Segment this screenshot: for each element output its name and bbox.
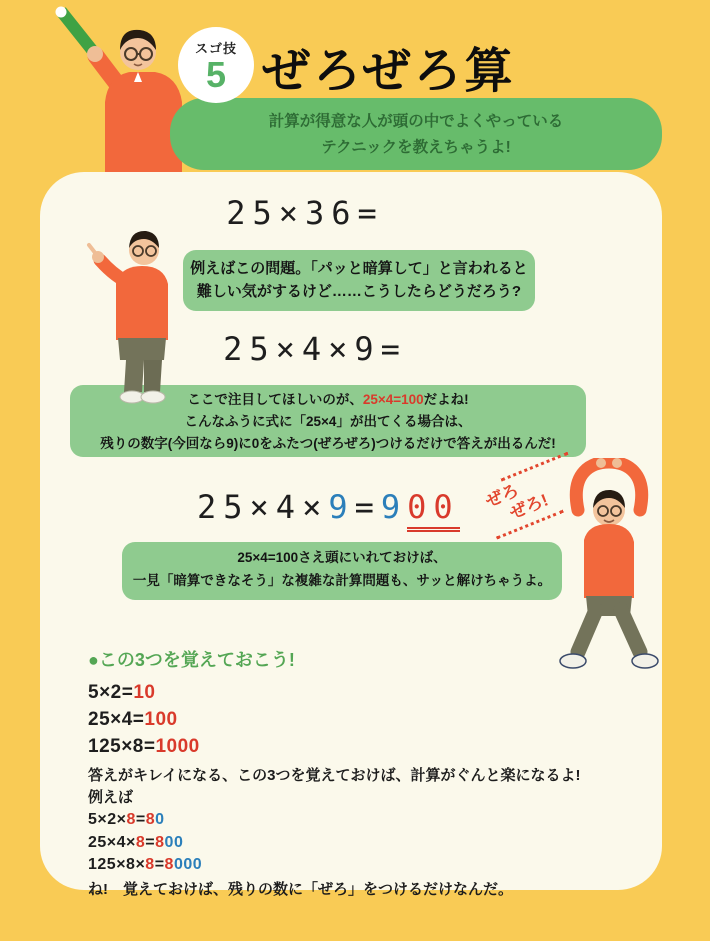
equation-25x4x9: 25×4×9= xyxy=(223,330,407,368)
bubble1-line2: 難しい気がするけど……こうしたらどうだろう? xyxy=(196,283,522,301)
zerozero-line1: ぜろ xyxy=(482,480,522,512)
box2-line1-pre: ここで注目してほしいのが、 xyxy=(187,392,363,407)
face xyxy=(120,30,156,70)
example-label: 例えば xyxy=(88,789,134,806)
example-base: 125×8× xyxy=(88,856,146,873)
badge-label: スゴ技 xyxy=(194,41,237,56)
memorize-note: 答えがキレイになる、この3つを覚えておけば、計算がぐんと楽になるよ! xyxy=(88,767,581,784)
posing-man-photo xyxy=(554,458,664,672)
memorize-heading: ●この3つを覚えておこう! xyxy=(88,650,295,670)
intro-banner xyxy=(170,98,662,170)
equation-answer xyxy=(197,488,460,526)
example-equals: = xyxy=(135,811,146,828)
fact-row-3 xyxy=(88,733,628,760)
example-zeros: 000 xyxy=(173,856,203,873)
example-row-1 xyxy=(88,809,628,832)
bubble1-line1: 例えばこの問題。「パッと暗算して」と言われると xyxy=(190,260,528,277)
eq3-equals: = xyxy=(354,488,381,526)
pointing-man-photo xyxy=(82,220,198,410)
example-row-2 xyxy=(88,832,628,855)
fact-answer: 10 xyxy=(133,682,156,703)
box2-line3: 残りの数字(今回なら9)に0をふたつ(ぜろぜろ)つけるだけで答えが出るんだ! xyxy=(100,435,556,451)
memorize-closing: ね! 覚えておけば、残りの数に「ぜろ」をつけるだけなんだ。 xyxy=(88,880,513,898)
example-base: 5×2× xyxy=(88,811,127,828)
fact-row-2 xyxy=(88,706,628,733)
page-title: ぜろぜろ算 xyxy=(262,45,516,98)
equation-25x36: 25×36= xyxy=(226,194,384,232)
face xyxy=(129,231,159,265)
fact-expr: 5×2= xyxy=(88,682,134,703)
summary-box xyxy=(122,542,562,600)
example-zeros: 00 xyxy=(164,833,184,851)
memorize-section xyxy=(88,646,628,901)
fact-expr: 25×4= xyxy=(88,709,145,730)
example-zeros: 0 xyxy=(155,811,165,828)
example-mult: 8 xyxy=(126,811,136,828)
fact-expr: 125×8= xyxy=(88,736,156,757)
fact-row-1 xyxy=(88,679,628,706)
example-lead: 8 xyxy=(145,811,156,828)
fact-answer: 100 xyxy=(144,709,178,730)
technique-badge xyxy=(178,27,254,103)
face xyxy=(593,490,625,526)
fact-answer: 1000 xyxy=(155,736,200,757)
box2-line1-post: だよね! xyxy=(423,392,469,407)
box3-line1: 25×4=100さえ頭にいれておけば、 xyxy=(237,550,447,565)
eq3-left: 25×4× xyxy=(197,488,329,526)
zerozero-line2: ぜろ! xyxy=(507,490,552,524)
example-lead: 8 xyxy=(155,833,165,851)
intro-line1: 計算が得意な人が頭の中でよくやっている xyxy=(268,113,564,130)
badge-number: 5 xyxy=(205,54,227,95)
example-mult: 8 xyxy=(135,833,146,851)
box2-line1-highlight: 25×4=100 xyxy=(362,392,424,407)
example-base: 25×4× xyxy=(88,833,136,851)
eq3-nine-answer: 9 xyxy=(380,488,408,526)
example-equals: = xyxy=(154,856,165,873)
speech-bubble-1 xyxy=(183,250,535,311)
example-equals: = xyxy=(145,833,156,851)
example-mult: 8 xyxy=(145,856,155,873)
box3-line2: 一見「暗算できなそう」な複雑な計算問題も、サッと解けちゃうよ。 xyxy=(132,572,552,588)
eq3-zeros: 00 xyxy=(407,488,460,532)
box2-line2: こんなふうに式に「25×4」が出てくる場合は、 xyxy=(184,413,472,429)
intro-line2: テクニックを教えちゃうよ! xyxy=(321,138,511,156)
example-row-3 xyxy=(88,854,628,877)
example-lead: 8 xyxy=(164,856,174,873)
eq3-nine-factor: 9 xyxy=(328,488,355,526)
